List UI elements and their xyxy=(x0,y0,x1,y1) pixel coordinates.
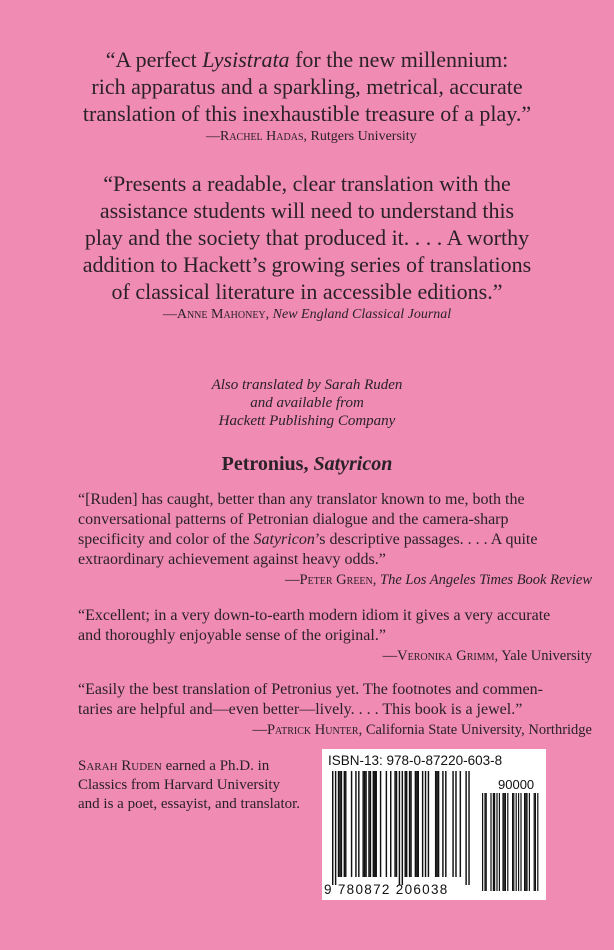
review-line: “[Ruden] has caught, better than any translator known to me, both the xyxy=(78,491,525,508)
barcode-bar xyxy=(338,771,339,877)
addon-bar xyxy=(507,793,508,891)
quote-line: translation of this inexhaustible treasure of a play.” xyxy=(82,101,532,126)
featured-title-italic: Satyricon xyxy=(313,453,393,475)
addon-bar xyxy=(534,793,535,891)
barcode-bar xyxy=(438,771,439,877)
praise-quote-hadas xyxy=(0,46,614,146)
barcode-bar xyxy=(410,771,411,877)
attribution-name: —Patrick Hunter xyxy=(252,722,359,738)
attribution-name: —Anne Mahoney xyxy=(162,307,266,322)
barcode-bar xyxy=(376,771,377,877)
review-line: “Excellent; in a very down-to-earth modern idiom it gives a very accurate xyxy=(78,607,551,624)
review-line: taries are helpful and—even better—lively. . . . This book is a jewel.” xyxy=(78,701,523,718)
barcode-bar xyxy=(415,771,416,877)
barcode-bar xyxy=(418,771,419,877)
barcode-bar xyxy=(339,771,340,877)
barcode-bar xyxy=(428,771,429,877)
barcode-bar xyxy=(335,771,336,885)
review-line: conversational patterns of Petronian dialogue and the camera-sharp xyxy=(78,511,509,528)
addon-bar xyxy=(490,793,491,891)
also-line: and available from xyxy=(250,395,364,411)
barcode-bar xyxy=(445,771,446,877)
attribution-publication: The Los Angeles Times Book Review xyxy=(380,572,592,588)
barcode-bar xyxy=(345,771,346,877)
addon-bar xyxy=(505,793,506,891)
barcode-bar xyxy=(390,771,391,877)
addon-bar xyxy=(502,793,503,891)
review-attribution xyxy=(78,720,592,740)
addon-bar xyxy=(516,793,517,891)
barcode-bar xyxy=(364,771,365,877)
addon-bar xyxy=(513,793,514,891)
featured-author: Petronius, xyxy=(221,453,314,475)
barcode-bar xyxy=(405,771,406,877)
book-title-italic: Lysistrata xyxy=(202,47,290,72)
quote-line xyxy=(0,46,614,73)
attribution-affiliation: , California State University, Northridge xyxy=(358,722,592,738)
attribution-affiliation: , Rutgers University xyxy=(303,129,417,144)
quote-attribution xyxy=(206,128,614,146)
addon-bar xyxy=(494,793,495,891)
review-line: and thoroughly enjoyable sense of the original.” xyxy=(78,627,386,644)
barcode-bar xyxy=(332,771,333,885)
addon-bar xyxy=(537,793,538,891)
review-hunter xyxy=(78,680,592,740)
bio-line-text: earned a Ph.D. in xyxy=(161,758,270,774)
barcode-bar xyxy=(452,771,453,877)
barcode-bar xyxy=(380,771,381,877)
addon-bar xyxy=(526,793,527,891)
barcode-bar xyxy=(386,771,387,877)
barcode-bar xyxy=(422,771,423,877)
barcode-bar xyxy=(341,771,342,877)
barcode-bar xyxy=(399,771,400,885)
addon-bar xyxy=(484,793,485,891)
quote-line: rich apparatus and a sparkling, metrical, accurate xyxy=(91,74,523,99)
addon-bar xyxy=(520,793,521,891)
review-line-text: specificity and color of the xyxy=(78,531,254,548)
barcode-bar xyxy=(396,771,397,877)
addon-bar xyxy=(499,793,500,891)
barcode-bar xyxy=(365,771,366,877)
barcode-bar xyxy=(402,771,403,885)
quote-attribution xyxy=(0,306,614,324)
price-code: 90000 xyxy=(498,777,535,792)
quote-text xyxy=(0,170,614,305)
addon-bar xyxy=(518,793,519,891)
barcode-bar xyxy=(416,771,417,877)
review-text xyxy=(78,680,592,720)
quote-line: of classical literature in accessible editions.” xyxy=(111,279,503,304)
attribution-name: —Veronika Grimm xyxy=(382,648,495,664)
review-line xyxy=(78,530,592,550)
barcode-graphic xyxy=(322,749,546,900)
review-line-text: ’s descriptive passages. . . . A quite xyxy=(314,531,538,548)
isbn-label: ISBN-13: 978-0-87220-603-8 xyxy=(328,753,503,768)
addon-bar xyxy=(529,793,530,891)
barcode-bar xyxy=(362,771,363,877)
barcode-bar xyxy=(374,771,375,877)
review-grimm xyxy=(78,606,592,666)
barcode-bar xyxy=(373,771,374,877)
quote-line-text: “A perfect xyxy=(105,47,203,72)
quote-line: play and the society that produced it. . . . A worthy xyxy=(84,225,530,250)
review-text xyxy=(78,606,592,646)
bio-line: Classics from Harvard University xyxy=(78,777,281,793)
translator-bio xyxy=(78,757,318,814)
barcode-bar xyxy=(460,771,461,877)
addon-bar xyxy=(496,793,497,891)
also-translated-note xyxy=(0,376,614,430)
attribution-affiliation: , Yale University xyxy=(494,648,592,664)
review-attribution xyxy=(78,570,592,590)
barcode-bar xyxy=(455,771,456,877)
addon-bar xyxy=(486,793,487,891)
barcode-bar xyxy=(344,771,345,877)
barcode-bar xyxy=(351,771,352,877)
quote-line: assistance students will need to understand this xyxy=(99,198,515,223)
review-line: extraordinary achievement against heavy odds.” xyxy=(78,551,386,568)
praise-quote-mahoney xyxy=(0,170,614,324)
attribution-separator: , xyxy=(372,572,381,588)
attribution-journal: New England Classical Journal xyxy=(272,307,452,322)
isbn-barcode xyxy=(322,749,546,900)
addon-bar xyxy=(524,793,525,891)
barcode-bar xyxy=(370,771,371,877)
addon-bar xyxy=(535,793,536,891)
addon-bar xyxy=(525,793,526,891)
book-title-italic: Satyricon xyxy=(253,531,315,548)
barcode-bar xyxy=(368,771,369,877)
attribution-separator: , xyxy=(265,307,273,322)
attribution-name: —Peter Green xyxy=(285,572,373,588)
barcode-bar xyxy=(409,771,410,877)
addon-bar xyxy=(482,793,483,891)
also-line: Hackett Publishing Company xyxy=(218,413,396,429)
barcode-bar xyxy=(436,771,437,877)
attribution-name: —Rachel Hadas xyxy=(206,129,304,144)
bio-name: Sarah Ruden xyxy=(78,758,162,774)
addon-bar xyxy=(512,793,513,891)
featured-book-title xyxy=(0,452,614,476)
bio-line xyxy=(78,757,318,776)
bio-line: and is a poet, essayist, and translator. xyxy=(78,796,301,812)
review-line: “Easily the best translation of Petronius yet. The footnotes and commen- xyxy=(78,681,543,698)
barcode-bar xyxy=(355,771,356,877)
barcode-bar xyxy=(435,771,436,877)
addon-bar xyxy=(493,793,494,891)
ean-digits: 9 780872 206038 xyxy=(324,882,449,897)
quote-line-text: for the new millennium: xyxy=(289,47,509,72)
quote-line: addition to Hackett’s growing series of translations xyxy=(82,252,532,277)
review-text xyxy=(78,490,592,570)
barcode-bar xyxy=(425,771,426,877)
quote-text xyxy=(0,46,614,127)
addon-bar xyxy=(504,793,505,891)
barcode-bar xyxy=(394,771,395,877)
barcode-bar xyxy=(358,771,359,877)
barcode-bar xyxy=(442,771,443,877)
review-attribution xyxy=(78,646,592,666)
quote-line: “Presents a readable, clear translation with the xyxy=(103,171,511,196)
barcode-bar xyxy=(406,771,407,877)
also-line: Also translated by Sarah Ruden xyxy=(211,377,403,393)
barcode-bar xyxy=(465,771,466,885)
review-green xyxy=(78,490,592,590)
barcode-bar xyxy=(468,771,469,885)
